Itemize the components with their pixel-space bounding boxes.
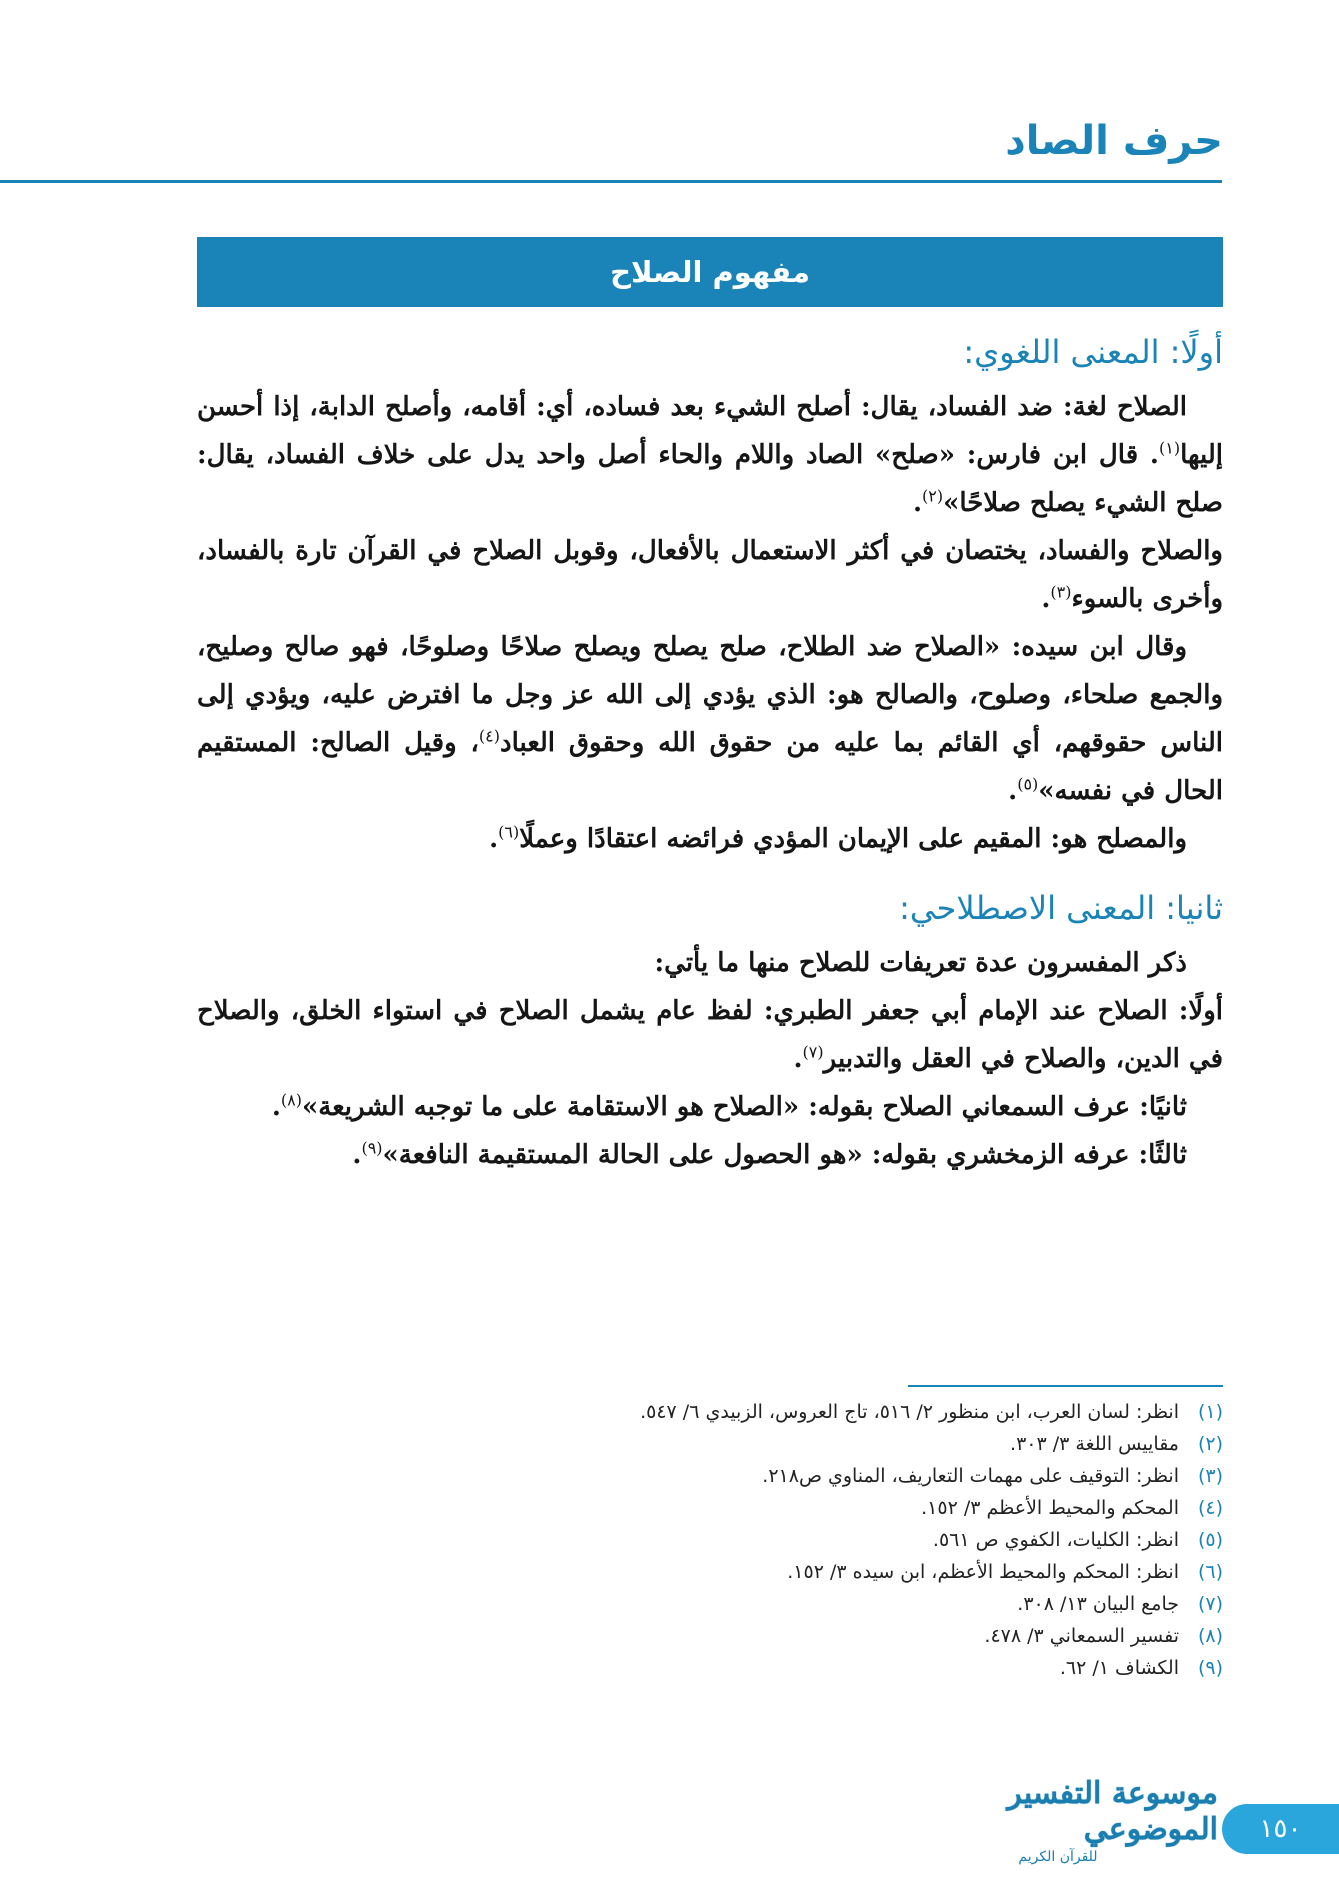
header-rule bbox=[0, 180, 1222, 183]
text: . bbox=[1008, 776, 1018, 806]
footnote-ref-7[interactable]: (٧) bbox=[802, 1042, 824, 1062]
footnote-item bbox=[197, 1652, 1223, 1684]
footnote-text: انظر: التوقيف على مهمات التعاريف، المناوي ص٢١٨. bbox=[762, 1465, 1179, 1487]
text: الصلاح لغة: ضد الفساد، يقال: أصلح الشيء بعد فساده، أي: أقامه، وأصلح الدابة، إذا أحسن إليها bbox=[197, 392, 1223, 470]
footnote-item bbox=[197, 1460, 1223, 1492]
footnotes-list bbox=[197, 1396, 1223, 1684]
footnote-ref-2[interactable]: (٢) bbox=[922, 486, 944, 506]
footnote-text: انظر: الكليات، الكفوي ص ٥٦١. bbox=[932, 1529, 1179, 1551]
footnote-number: (١) bbox=[1197, 1401, 1223, 1423]
text: . bbox=[912, 488, 923, 518]
footnote-item bbox=[197, 1428, 1223, 1460]
footnote-item bbox=[197, 1588, 1223, 1620]
page-body bbox=[197, 237, 1223, 1179]
encyclopedia-logo bbox=[898, 1776, 1218, 1865]
text: . bbox=[489, 824, 499, 854]
footnote-number: (٨) bbox=[1197, 1625, 1223, 1647]
technical-paragraph-1: ذكر المفسرون عدة تعريفات للصلاح منها ما يأتي: bbox=[654, 948, 1187, 978]
text: والصلاح والفساد، يختصان في أكثر الاستعمال بالأفعال، وقوبل الصلاح في القرآن تارة بالفساد، وأخرى بالسوء bbox=[197, 536, 1223, 614]
footnote-text: مقاييس اللغة ٣/ ٣٠٣. bbox=[1010, 1433, 1179, 1455]
footnote-ref-5[interactable]: (٥) bbox=[1017, 774, 1039, 794]
linguistic-paragraph-3 bbox=[197, 623, 1223, 815]
footnote-item bbox=[197, 1556, 1223, 1588]
footnote-ref-3[interactable]: (٣) bbox=[1050, 582, 1072, 602]
technical-paragraph-3 bbox=[197, 1083, 1223, 1131]
technical-paragraph-2 bbox=[197, 987, 1223, 1083]
page-number-badge: ١٥٠ bbox=[1222, 1804, 1339, 1854]
chapter-title: حرف الصاد bbox=[1005, 118, 1223, 164]
footnote-item bbox=[197, 1492, 1223, 1524]
footnote-number: (٤) bbox=[1197, 1497, 1223, 1519]
footnote-ref-4[interactable]: (٤) bbox=[478, 726, 500, 746]
text: ثانيًا: عرف السمعاني الصلاح بقوله: «الصلاح هو الاستقامة على ما توجبه الشريعة» bbox=[302, 1092, 1187, 1122]
footnote-number: (٧) bbox=[1197, 1593, 1223, 1615]
footnote-text: جامع البيان ١٣/ ٣٠٨. bbox=[1017, 1593, 1179, 1615]
footnote-ref-8[interactable]: (٨) bbox=[280, 1090, 303, 1110]
footnote-item bbox=[197, 1396, 1223, 1428]
section-banner: مفهوم الصلاح bbox=[197, 237, 1223, 307]
footnote-number: (٣) bbox=[1197, 1465, 1223, 1487]
linguistic-paragraph-4 bbox=[197, 815, 1223, 863]
footnote-text: انظر: المحكم والمحيط الأعظم، ابن سيده ٣/ ١٥٢. bbox=[787, 1561, 1179, 1583]
text: أولًا: الصلاح عند الإمام أبي جعفر الطبري: لفظ عام يشمل الصلاح في استواء الخلق، والصلاح في الدين، والصلاح في العقل والتدبير bbox=[197, 996, 1223, 1074]
footnote-number: (٥) bbox=[1197, 1529, 1223, 1551]
footnote-item bbox=[197, 1524, 1223, 1556]
footnote-text: المحكم والمحيط الأعظم ٣/ ١٥٢. bbox=[921, 1497, 1179, 1519]
footnote-text: تفسير السمعاني ٣/ ٤٧٨. bbox=[984, 1625, 1179, 1647]
text: ، وقيل الصالح: المستقيم الحال في نفسه» bbox=[197, 728, 1223, 806]
logo-subtitle: للقرآن الكريم bbox=[1018, 1849, 1098, 1865]
footnote-number: (٦) bbox=[1197, 1561, 1223, 1583]
linguistic-heading: أولًا: المعنى اللغوي: bbox=[963, 333, 1223, 371]
text: ثالثًا: عرفه الزمخشري بقوله: «هو الحصول على الحالة المستقيمة النافعة» bbox=[382, 1140, 1187, 1170]
footnote-ref-9[interactable]: (٩) bbox=[361, 1138, 383, 1158]
text: . bbox=[1041, 584, 1051, 614]
linguistic-paragraph-2 bbox=[197, 527, 1223, 623]
text: والمصلح هو: المقيم على الإيمان المؤدي فرائضه اعتقادًا وعملًا bbox=[519, 824, 1187, 854]
footnote-separator bbox=[908, 1385, 1223, 1387]
footnote-text: انظر: لسان العرب، ابن منظور ٢/ ٥١٦، تاج العروس، الزبيدي ٦/ ٥٤٧. bbox=[640, 1401, 1179, 1423]
footnote-text: الكشاف ١/ ٦٢. bbox=[1059, 1657, 1179, 1679]
footnote-number: (٢) bbox=[1197, 1433, 1223, 1455]
footnote-item bbox=[197, 1620, 1223, 1652]
text: . bbox=[793, 1044, 803, 1074]
logo-title: موسوعة التفسير الموضوعي bbox=[1007, 1776, 1218, 1847]
linguistic-paragraph-1 bbox=[197, 383, 1223, 527]
text: وقال ابن سيده: «الصلاح ضد الطلاح، صلح يصلح ويصلح صلاحًا وصلوحًا، فهو صالح وصليح، والجمع صلحاء، وصلوح، والصالح هو: الذي يؤدي إلى الله عز وجل ما افترض عليه، ويؤدي إلى الناس حقوقهم، أي القائم بما عليه من حقوق الله وحقوق العباد bbox=[197, 632, 1223, 758]
footnote-number: (٩) bbox=[1197, 1657, 1223, 1679]
footnote-ref-6[interactable]: (٦) bbox=[498, 822, 520, 842]
technical-heading: ثانيا: المعنى الاصطلاحي: bbox=[899, 889, 1223, 927]
footnote-ref-1[interactable]: (١) bbox=[1159, 438, 1181, 458]
text: . bbox=[352, 1140, 362, 1170]
text: . قال ابن فارس: «صلح» الصاد واللام والحاء أصل واحد يدل على خلاف الفساد، يقال: صلح الشيء يصلح صلاحًا» bbox=[197, 440, 1223, 518]
technical-paragraph-4 bbox=[197, 1131, 1223, 1179]
text: . bbox=[271, 1092, 281, 1122]
